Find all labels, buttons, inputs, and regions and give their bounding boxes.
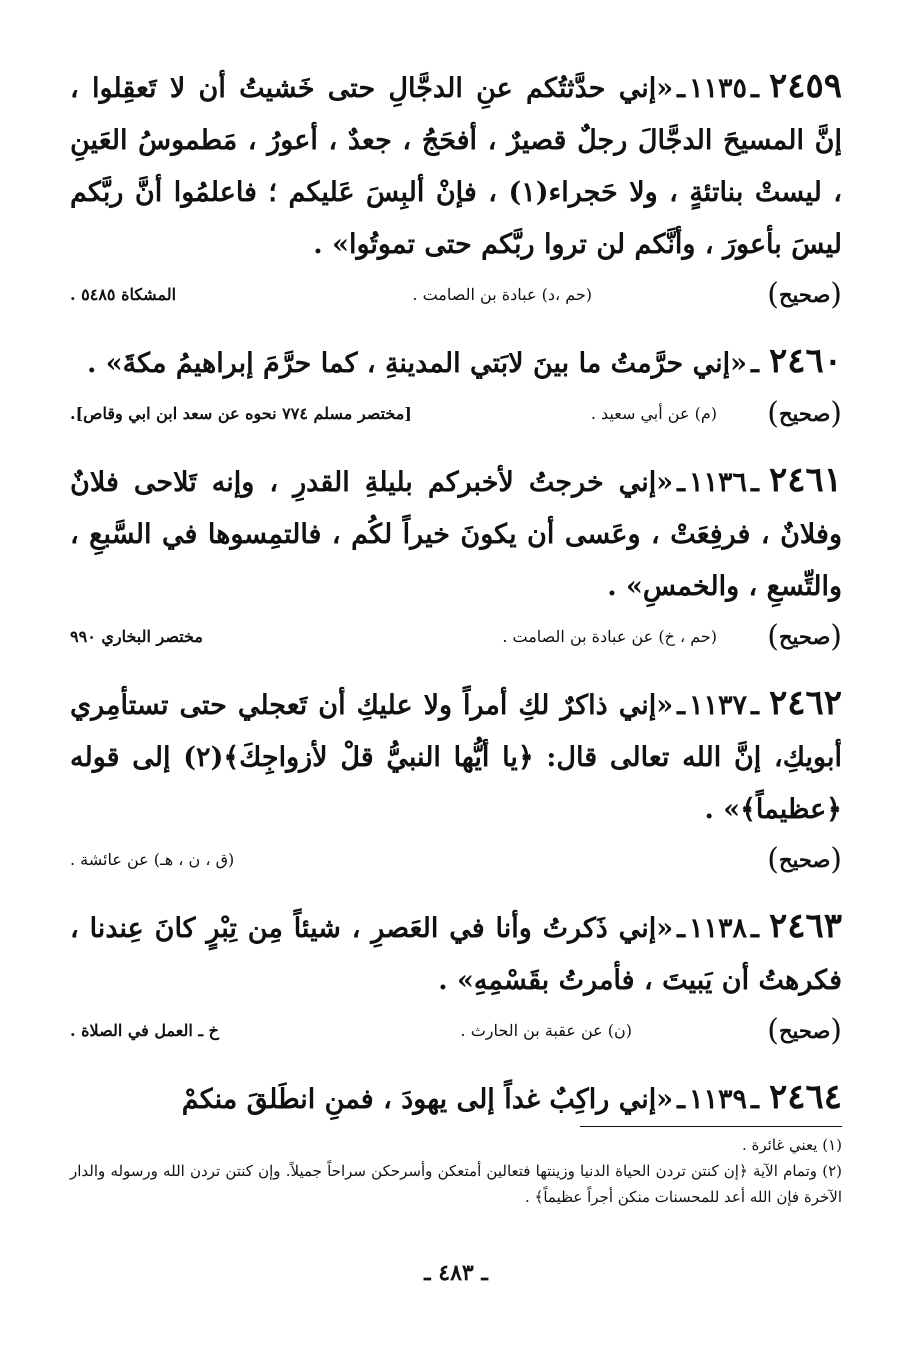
grade-text: صحيح (779, 401, 831, 426)
hadith-text-block: ٢٤٥٩ـ١١٣٥ـ«إني حدَّثتُكم عنِ الدجَّالِ حتى خَشيتُ أن لا تَعقِلوا ، إنَّ المسيحَ الدجَّالَ رجلٌ قصيرٌ ، أفحَجُ ، جعدٌ ، أعورُ ، مَطموسُ العَينِ ، ليستْ بناتئةٍ ، ولا حَجراء(١) ، فإنْ ألبِسَ عَليكم ؛ فاعلمُوا أنَّ ربَّكم ليسَ بأعورَ ، وأنَّكم لن تروا ربَّكم حتى تموتُوا» . (70, 66, 842, 260)
hadith-text-block: ٢٤٦٢ـ١١٣٧ـ«إني ذاكرٌ لكِ أمراً ولا عليكِ أن تَعجلي حتى تستأمِري أبويكِ، إنَّ الله تعالى قال: ﴿يا أيُّها النبيُّ قلْ لأزواجِكَ﴾(٢) إلى قوله ﴿عظيماً﴾» . (70, 683, 842, 825)
footnotes (70, 1132, 842, 1210)
book-reference: مختصر البخاري ٩٩٠ (70, 627, 203, 646)
narrator-reference: (حم ،د) عبادة بن الصامت . (412, 285, 592, 304)
hadith-text: «إني خرجتُ لأخبركم بليلةِ القدرِ ، وإنه تَلاحى فلانٌ وفلانٌ ، فرفِعَتْ ، وعَسى أن يكونَ خيراً لكُم ، فالتمِسوها في السَّبعِ ، والتِّسعِ ، والخمسِ» . (70, 467, 842, 602)
narrator-reference: (ق ، ن ، هـ) عن عائشة . (70, 850, 235, 869)
narrator-reference: (حم ، خ) عن عبادة بن الصامت . (502, 627, 717, 646)
hadith-text: «إني حدَّثتُكم عنِ الدجَّالِ حتى خَشيتُ أن لا تَعقِلوا ، إنَّ المسيحَ الدجَّالَ رجلٌ قصيرٌ ، أفحَجُ ، جعدٌ ، أعورُ ، مَطموسُ العَينِ ، ليستْ بناتئةٍ ، ولا حَجراء(١) ، فإنْ ألبِسَ عَليكم ؛ فاعلمُوا أنَّ ربَّكم ليسَ بأعورَ ، وأنَّكم لن تروا ربَّكم حتى تموتُوا» . (70, 73, 842, 260)
source-line (70, 617, 842, 663)
hadith-text: «إني ذاكرٌ لكِ أمراً ولا عليكِ أن تَعجلي حتى تستأمِري أبويكِ، إنَّ الله تعالى قال: ﴿يا أيُّها النبيُّ قلْ لأزواجِكَ﴾(٢) إلى قوله ﴿عظيماً﴾» . (70, 690, 842, 825)
hadith-number: ٢٤٦٣ (768, 906, 842, 946)
hadith-sub-number: ١١٣٥ (689, 73, 748, 104)
hadith-sub-number: ١١٣٧ (689, 690, 748, 721)
hadith-number: ٢٤٦٤ (768, 1077, 842, 1117)
grade-text: صحيح (779, 1018, 831, 1043)
grade-label: (صحيح) (767, 277, 842, 312)
hadith-text: «إني راكِبٌ غداً إلى يهودَ ، فمنِ انطَلقَ منكمْ (181, 1084, 674, 1115)
book-reference: المشكاة ٥٤٨٥ . (70, 285, 177, 304)
grade-text: صحيح (779, 847, 831, 872)
hadith-text-block: ٢٤٦٠ـ«إني حرَّمتُ ما بينَ لابَتي المدينةِ ، كما حرَّمَ إبراهيمُ مكةَ» . (86, 341, 842, 381)
hadith-text: «إني ذَكرتُ وأنا في العَصرِ ، شيئاً مِن تِبْرٍ كانَ عِندنا ، فكرهتُ أن يَبيتَ ، فأمرتُ بقَسْمِهِ» . (70, 913, 842, 996)
hadith-sub-number: ١١٣٦ (689, 467, 748, 498)
hadith-entry (70, 1071, 842, 1126)
hadith-number: ٢٤٥٩ (768, 66, 842, 106)
hadith-entry (70, 335, 842, 390)
grade-text: صحيح (779, 282, 831, 307)
narrator-reference: (ن) عن عقبة بن الحارث . (460, 1021, 632, 1040)
book-reference: [مختصر مسلم ٧٧٤ نحوه عن سعد ابن ابي وقاص]. (70, 404, 412, 423)
source-line (70, 275, 842, 321)
grade-label: (صحيح) (767, 1013, 842, 1048)
hadith-text: «إني حرَّمتُ ما بينَ لابَتي المدينةِ ، كما حرَّمَ إبراهيمُ مكةَ» . (86, 348, 748, 379)
footnote: (١) يعني غائرة . (741, 1136, 842, 1154)
hadith-entry (70, 454, 842, 613)
grade-text: صحيح (779, 624, 831, 649)
hadith-entry (70, 900, 842, 1007)
source-line (70, 840, 842, 886)
hadith-number: ٢٤٦٠ (768, 341, 842, 381)
hadith-text-block: ٢٤٦٤ـ١١٣٩ـ«إني راكِبٌ غداً إلى يهودَ ، فمنِ انطَلقَ منكمْ (181, 1077, 842, 1117)
page-number: ـ ٤٨٣ ـ (424, 1260, 488, 1286)
footnote-divider (580, 1126, 842, 1127)
source-line (70, 1011, 842, 1057)
source-line (70, 394, 842, 440)
hadith-entry (70, 677, 842, 836)
hadith-text-block: ٢٤٦٣ـ١١٣٨ـ«إني ذَكرتُ وأنا في العَصرِ ، شيئاً مِن تِبْرٍ كانَ عِندنا ، فكرهتُ أن يَبيتَ ، فأمرتُ بقَسْمِهِ» . (70, 906, 842, 996)
hadith-text-block: ٢٤٦١ـ١١٣٦ـ«إني خرجتُ لأخبركم بليلةِ القدرِ ، وإنه تَلاحى فلانٌ وفلانٌ ، فرفِعَتْ ، وعَسى أن يكونَ خيراً لكُم ، فالتمِسوها في السَّبعِ ، والتِّسعِ ، والخمسِ» . (70, 460, 842, 602)
hadith-entry (70, 60, 842, 271)
page-body (70, 60, 842, 1320)
book-reference: خ ـ العمل في الصلاة . (70, 1021, 219, 1040)
grade-label: (صحيح) (767, 619, 842, 654)
footnote: (٢) وتمام الآية ﴿إن كنتن تردن الحياة الدنيا وزينتها فتعالين أمتعكن وأسرحكن سراحاً جميلاً. وإن كنتن تردن الله ورسوله والدار الآخرة فإن الله أعد للمحسنات منكن أجراً عظيماً﴾ . (70, 1162, 842, 1206)
narrator-reference: (م) عن أبي سعيد . (590, 404, 717, 423)
hadith-number: ٢٤٦١ (768, 460, 842, 500)
hadith-number: ٢٤٦٢ (768, 683, 842, 723)
hadith-sub-number: ١١٣٨ (689, 913, 748, 944)
hadith-sub-number: ١١٣٩ (689, 1084, 748, 1115)
grade-label: (صحيح) (767, 842, 842, 877)
grade-label: (صحيح) (767, 396, 842, 431)
